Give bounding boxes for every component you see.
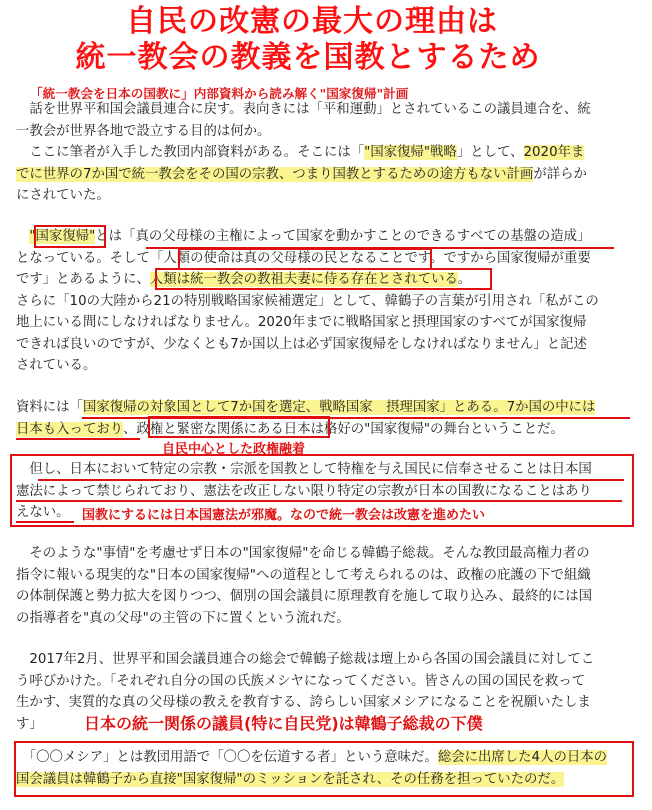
headline-line-1: 自民の改憲の最大の理由は <box>126 4 498 39</box>
note-constitution-obstacle: 国教にするには日本国憲法が邪魔。なので統一教会は改憲を進めたい <box>82 508 486 523</box>
paragraph-7: 「〇〇メシア」とは教団用語で「〇〇を伝道する者」という意味だ。総会に出席した4人の日本の 国会議員は韓鶴子から直接"国家復帰"のミッションを託され、その任務を担っていたのだ。 <box>16 750 608 787</box>
headline-line-2: 統一教会の教義を国教とするため <box>75 40 541 75</box>
article-subheading: 「統一教会を日本の国教に」内部資料から読み解く"国家復帰"計画 <box>30 86 409 101</box>
note-ldp-ties: 自民中心とした政権融着 <box>162 442 306 457</box>
note-ldp-servants: 日本の統一関係の議員(特に自民党)は韓鶴子総裁の下僕 <box>84 714 483 733</box>
paragraph-6: 2017年2月、世界平和国会議員連合の総会で韓鶴子総裁は壇上から各国の国会議員に対してこ う呼びかけた。「それぞれ自分の国の氏族メシヤになってください。皆さんの国の国民を救って 生かす、実質的な真の父母様の教えを教育する、誇らしい国家メシアになることを祝願いたしま す」 <box>16 652 595 732</box>
constitution-underline-2 <box>16 500 622 502</box>
paragraph-3: 資料には「国家復帰の対象国として7か国を選定、戦略国家 摂理国家」とある。7か国の中には 日本も入っており、政権と緊密な関係にある日本は格好の"国家復帰"の舞台ということだ。 <box>16 400 596 437</box>
government-ties-box <box>148 416 330 438</box>
japan-included-underline <box>16 438 140 440</box>
mission-box <box>178 248 432 270</box>
paragraph-4: 但し、日本において特定の宗教・宗派を国教として特権を与え国民に信奉させることは日本国 憲法によって禁じられており、憲法を改正しない限り特定の宗教が日本の国教になることはあり えない。 <box>16 462 592 520</box>
worship-box <box>155 268 492 290</box>
kokka-fukki-box <box>34 225 106 248</box>
paragraph-1: 話を世界平和国会議員連合に戻す。表向きには「平和運動」とされているこの議員連合を、統 一教会が世界各地で設立する目的は何か。 ここに筆者が入手した教団内部資料がある。そこには「"国家復帰"戦略」として、2020年ま でに世界の7か国で統一教会をその国の宗教、つまり国教とするための途方もない計画が詳らか にされていた。 <box>16 102 591 203</box>
constitution-underline-1 <box>38 479 624 481</box>
paragraph-5: そのような"事情"を考慮せず日本の"国家復帰"を命じる韓鶴子総裁。そんな教団最高権力者の 指令に報いる現実的な"日本の国家復帰"への道程として考えられるのは、政権の庇護の下で組織 の体制保護と勢力拡大を図りつつ、個別の国会議員に原理教育を施して取り込み、最終的には国 の指導者を"真の父母"の主管の下に置くという流れだ。 <box>16 546 593 626</box>
constitution-underline-3 <box>16 521 74 523</box>
paragraph-2: "国家復帰"とは「真の父母様の主権によって国家を動かすことのできるすべての基盤の造成」 となっている。そして「人類の使命は真の父母様の民となることです。ですから国家復帰が重要 です」とあるように、人類は統一教会の教祖夫妻に侍る存在とされている。 さらに「10の大陸から21の特別戦略国家候補選定」として、韓鶴子の言葉が引用され「私がこの 地上にいる間にしなければなりません。2020年までに戦略国家と摂理国家のすべてが国家復帰 できれば良いのですが、少なくとも7か国以上は必ず国家復帰をしなければなりません」と記述 されている。 <box>16 229 599 373</box>
